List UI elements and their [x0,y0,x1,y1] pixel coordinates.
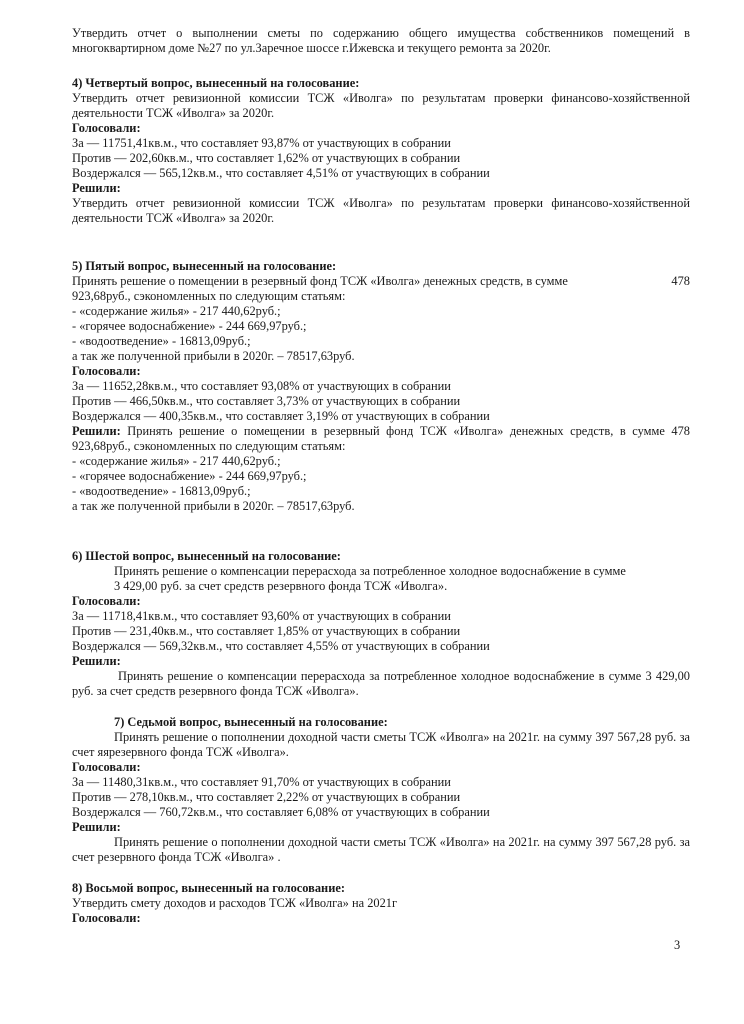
question-5-text-b: 923,68руб., сэкономленных по следующим статьям: [72,289,346,303]
question-4-vote-against: Против — 202,60кв.м., что составляет 1,62% от участвующих в собрании [72,151,461,165]
question-7-voted-label: Голосовали: [72,760,141,774]
question-7-vote-for: За — 11480,31кв.м., что составляет 91,70% от участвующих в собрании [72,775,451,789]
question-4-decided-label: Решили: [72,181,121,195]
question-6-text-line2: 3 429,00 руб. за счет средств резервного фонда ТСЖ «Иволга». [114,579,448,593]
question-5-item: - «горячее водоснабжение» - 244 669,97руб.; [72,319,307,333]
question-4-text: Утвердить отчет ревизионной комиссии ТСЖ «Иволга» по результатам проверки финансово-хозяйственной деятельности ТСЖ «Иволга» за 2020г. [72,91,690,120]
question-8-text: Утвердить смету доходов и расходов ТСЖ «Иволга» на 2021г [72,896,398,910]
question-8-title: 8) Восьмой вопрос, вынесенный на голосование: [72,881,345,895]
question-8-voted-label: Голосовали: [72,911,141,925]
question-6-vote-for: За — 11718,41кв.м., что составляет 93,60% от участвующих в собрании [72,609,451,623]
question-5-voted-label: Голосовали: [72,364,141,378]
question-4-section [72,76,690,226]
question-5-item: - «содержание жилья» - 217 440,62руб.; [72,304,281,318]
question-6-section [72,549,690,699]
question-6-voted-label: Голосовали: [72,594,141,608]
question-7-text: Принять решение о пополнении доходной части сметы ТСЖ «Иволга» на 2021г. на сумму 397 567,28 руб. за счет яярезервного фонда ТСЖ «Иволга». [72,730,690,759]
question-5-decision-block [72,424,690,454]
question-5-decision-item: - «горячее водоснабжение» - 244 669,97руб.; [72,469,307,483]
question-5-text-a: Принять решение о помещении в резервный фонд ТСЖ «Иволга» денежных средств, в сумме [72,274,568,288]
question-6-decided-label: Решили: [72,654,121,668]
question-6-vote-against: Против — 231,40кв.м., что составляет 1,85% от участвующих в собрании [72,624,461,638]
question-4-voted-label: Голосовали: [72,121,141,135]
question-4-decision: Утвердить отчет ревизионной комиссии ТСЖ «Иволга» по результатам проверки финансово-хозяйственной деятельности ТСЖ «Иволга» за 2020г. [72,196,690,225]
question-7-title: 7) Седьмой вопрос, вынесенный на голосование: [114,715,388,729]
question-5-decision: Принять решение о помещении в резервный фонд ТСЖ «Иволга» денежных средств, в сумме 478 923,68руб., сэкономленных по следующим статьям: [72,424,690,453]
question-6-title: 6) Шестой вопрос, вынесенный на голосование: [72,549,341,563]
question-7-decision: Принять решение о пополнении доходной части сметы ТСЖ «Иволга» на 2021г. на сумму 397 567,28 руб. за счет резервного фонда ТСЖ «Иволга» . [72,835,690,864]
question-5-section [72,259,690,514]
question-4-vote-abstain: Воздержался — 565,12кв.м., что составляет 4,51% от участвующих в собрании [72,166,490,180]
question-6-vote-abstain: Воздержался — 569,32кв.м., что составляет 4,55% от участвующих в собрании [72,639,490,653]
question-5-vote-for: За — 11652,28кв.м., что составляет 93,08% от участвующих в собрании [72,379,451,393]
question-6-decision: Принять решение о компенсации перерасхода за потребленное холодное водоснабжение в сумме 3 429,00 руб. за счет средств резервного фонда ТСЖ «Иволга». [72,669,690,698]
question-5-decided-label: Решили: [72,424,121,438]
question-4-title: 4) Четвертый вопрос, вынесенный на голосование: [72,76,360,90]
question-7-section [72,715,690,865]
question-8-section [72,881,690,926]
document-page [72,26,690,926]
question-5-item: а так же полученной прибыли в 2020г. – 78517,63руб. [72,349,355,363]
question-5-text-a-num: 478 [671,274,690,288]
question-5-vote-against: Против — 466,50кв.м., что составляет 3,73% от участвующих в собрании [72,394,461,408]
question-5-title: 5) Пятый вопрос, вынесенный на голосование: [72,259,337,273]
question-7-vote-against: Против — 278,10кв.м., что составляет 2,22% от участвующих в собрании [72,790,461,804]
question-4-vote-for: За — 11751,41кв.м., что составляет 93,87% от участвующих в собрании [72,136,451,150]
question-5-decision-item: - «содержание жилья» - 217 440,62руб.; [72,454,281,468]
question-5-vote-abstain: Воздержался — 400,35кв.м., что составляет 3,19% от участвующих в собрании [72,409,490,423]
question-5-text-line [72,274,690,289]
intro-paragraph: Утвердить отчет о выполнении сметы по содержанию общего имущества собственников помещений в многоквартирном доме №27 по ул.Заречное шоссе г.Ижевска и текущего ремонта за 2020г. [72,26,690,55]
page-number: 3 [674,938,681,952]
question-5-decision-item: - «водоотведение» - 16813,09руб.; [72,484,251,498]
question-5-decision-item: а так же полученной прибыли в 2020г. – 78517,63руб. [72,499,355,513]
question-7-vote-abstain: Воздержался — 760,72кв.м., что составляет 6,08% от участвующих в собрании [72,805,490,819]
question-5-item: - «водоотведение» - 16813,09руб.; [72,334,251,348]
question-7-decided-label: Решили: [72,820,121,834]
question-6-text-line1: Принять решение о компенсации перерасхода за потребленное холодное водоснабжение в сумме [114,564,626,578]
